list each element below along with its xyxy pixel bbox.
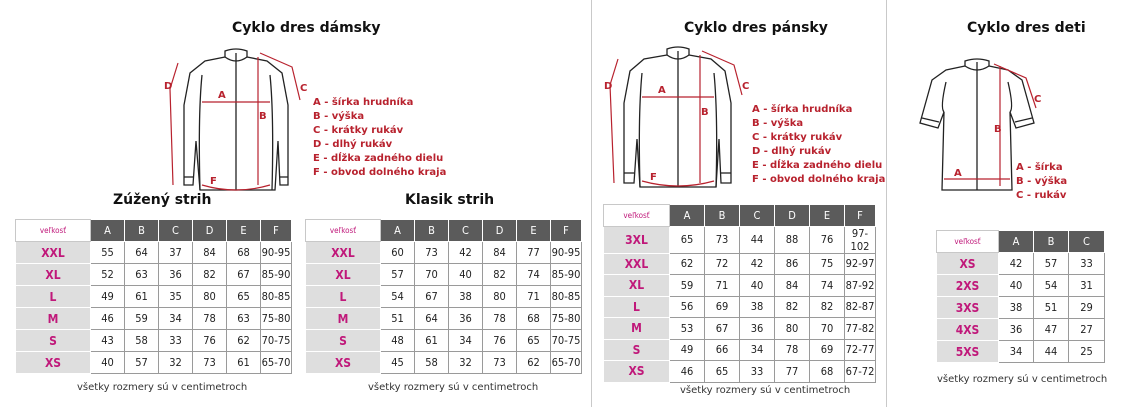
- table-cell: 71: [517, 286, 551, 308]
- table-cell: 42: [740, 253, 775, 275]
- table-cell: 33: [740, 361, 775, 383]
- legend-item: F - obvod dolného kraja: [313, 167, 447, 178]
- table-cell: 80: [775, 318, 810, 340]
- size-label: XXL: [604, 253, 670, 275]
- table-cell: 34: [449, 330, 483, 352]
- table-cell: 29: [1069, 297, 1105, 319]
- legend-item: F - obvod dolného kraja: [752, 174, 886, 185]
- size-label: XXL: [306, 242, 381, 264]
- table-cell: 33: [1069, 253, 1105, 275]
- table-row: [16, 264, 292, 286]
- table-cell: 75-80: [551, 308, 582, 330]
- measure-column-header: E: [517, 220, 551, 242]
- table-cell: 90-95: [551, 242, 582, 264]
- table-row: [16, 242, 292, 264]
- size-label: S: [604, 339, 670, 361]
- table-header-row: [937, 231, 1105, 253]
- table-cell: 57: [125, 352, 159, 374]
- size-label: M: [306, 308, 381, 330]
- table-cell: 80: [483, 286, 517, 308]
- measure-column-header: C: [449, 220, 483, 242]
- table-cell: 70: [810, 318, 845, 340]
- measure-column-header: A: [381, 220, 415, 242]
- table-cell: 37: [159, 242, 193, 264]
- table-cell: 85-90: [261, 264, 292, 286]
- women-fitted-size-table: [15, 219, 292, 374]
- size-label: 3XL: [604, 226, 670, 253]
- table-cell: 92-97: [845, 253, 876, 275]
- table-cell: 66: [705, 339, 740, 361]
- table-cell: 65: [705, 361, 740, 383]
- table-cell: 59: [125, 308, 159, 330]
- measure-column-header: B: [415, 220, 449, 242]
- table-header-row: [604, 205, 876, 227]
- women-classic-note: všetky rozmery sú v centimetroch: [368, 382, 539, 393]
- table-cell: 34: [999, 341, 1034, 363]
- table-cell: 40: [449, 264, 483, 286]
- table-header-row: [16, 220, 292, 242]
- table-cell: 31: [1069, 275, 1105, 297]
- table-cell: 78: [775, 339, 810, 361]
- table-cell: 90-95: [261, 242, 292, 264]
- size-label: L: [16, 286, 91, 308]
- table-cell: 45: [381, 352, 415, 374]
- diagram-letter-f: F: [650, 172, 657, 183]
- table-cell: 75: [810, 253, 845, 275]
- size-label: L: [306, 286, 381, 308]
- diagram-letter-c: C: [300, 83, 308, 94]
- measure-column-header: C: [1069, 231, 1105, 253]
- table-cell: 57: [1034, 253, 1069, 275]
- legend-item: B - výška: [752, 118, 804, 129]
- section-divider-2: [886, 0, 887, 407]
- table-cell: 65-70: [551, 352, 582, 374]
- table-cell: 82: [775, 296, 810, 318]
- measure-column-header: C: [159, 220, 193, 242]
- table-cell: 71: [705, 275, 740, 297]
- table-cell: 44: [740, 226, 775, 253]
- table-cell: 58: [125, 330, 159, 352]
- table-cell: 38: [999, 297, 1034, 319]
- table-row: [604, 275, 876, 297]
- table-cell: 82: [810, 296, 845, 318]
- table-cell: 62: [670, 253, 705, 275]
- table-cell: 33: [159, 330, 193, 352]
- women-classic-size-table: [305, 219, 582, 374]
- men-note: všetky rozmery sú v centimetroch: [680, 385, 851, 396]
- legend-item: D - dlhý rukáv: [752, 146, 832, 157]
- men-size-table: [603, 204, 876, 383]
- legend-item: A - šírka hrudníka: [752, 104, 853, 115]
- legend-item: E - dĺžka zadného dielu: [752, 160, 883, 171]
- measure-column-header: B: [705, 205, 740, 227]
- table-cell: 69: [810, 339, 845, 361]
- table-cell: 62: [227, 330, 261, 352]
- table-cell: 44: [1034, 341, 1069, 363]
- table-cell: 68: [227, 242, 261, 264]
- table-row: [604, 226, 876, 253]
- classic-cut-title: Klasik strih: [405, 192, 495, 208]
- table-row: [306, 242, 582, 264]
- table-cell: 65: [227, 286, 261, 308]
- table-cell: 49: [91, 286, 125, 308]
- table-cell: 70-75: [261, 330, 292, 352]
- table-cell: 46: [91, 308, 125, 330]
- table-cell: 73: [705, 226, 740, 253]
- size-label: 4XS: [937, 319, 999, 341]
- table-cell: 60: [381, 242, 415, 264]
- table-cell: 52: [91, 264, 125, 286]
- table-cell: 43: [91, 330, 125, 352]
- size-label: XL: [604, 275, 670, 297]
- table-row: [937, 319, 1105, 341]
- table-cell: 65-70: [261, 352, 292, 374]
- long-sleeve-jersey-icon: [602, 45, 752, 190]
- table-cell: 62: [517, 352, 551, 374]
- section-divider-1: [591, 0, 592, 407]
- table-cell: 86: [775, 253, 810, 275]
- table-cell: 36: [449, 308, 483, 330]
- legend-item: B - výška: [313, 111, 365, 122]
- legend-item: C - krátky rukáv: [752, 132, 843, 143]
- table-cell: 36: [159, 264, 193, 286]
- table-cell: 48: [381, 330, 415, 352]
- table-cell: 75-80: [261, 308, 292, 330]
- table-cell: 40: [91, 352, 125, 374]
- legend-item: A - šírka: [1016, 162, 1063, 173]
- measure-column-header: C: [740, 205, 775, 227]
- table-cell: 69: [705, 296, 740, 318]
- table-cell: 77: [775, 361, 810, 383]
- table-cell: 70-75: [551, 330, 582, 352]
- table-cell: 67: [705, 318, 740, 340]
- table-cell: 67: [227, 264, 261, 286]
- table-cell: 54: [381, 286, 415, 308]
- size-label: XXL: [16, 242, 91, 264]
- table-row: [306, 352, 582, 374]
- table-cell: 76: [193, 330, 227, 352]
- table-cell: 88: [775, 226, 810, 253]
- table-cell: 82-87: [845, 296, 876, 318]
- table-cell: 59: [670, 275, 705, 297]
- table-cell: 73: [415, 242, 449, 264]
- table-cell: 34: [740, 339, 775, 361]
- table-row: [16, 330, 292, 352]
- table-header-row: [306, 220, 582, 242]
- measure-column-header: D: [483, 220, 517, 242]
- table-cell: 46: [670, 361, 705, 383]
- legend-item: A - šírka hrudníka: [313, 97, 414, 108]
- table-cell: 38: [740, 296, 775, 318]
- measure-column-header: B: [125, 220, 159, 242]
- kids-size-table: [936, 230, 1105, 363]
- size-label: M: [16, 308, 91, 330]
- table-cell: 63: [125, 264, 159, 286]
- women-section-title: Cyklo dres dámsky: [232, 20, 381, 36]
- table-cell: 51: [381, 308, 415, 330]
- table-cell: 74: [810, 275, 845, 297]
- table-cell: 42: [999, 253, 1034, 275]
- table-cell: 82: [483, 264, 517, 286]
- table-cell: 42: [449, 242, 483, 264]
- table-cell: 54: [1034, 275, 1069, 297]
- table-cell: 34: [159, 308, 193, 330]
- table-cell: 72: [705, 253, 740, 275]
- table-row: [306, 264, 582, 286]
- diagram-letter-a: A: [218, 90, 226, 101]
- women-fitted-note: všetky rozmery sú v centimetroch: [77, 382, 248, 393]
- size-label: 2XS: [937, 275, 999, 297]
- diagram-letter-f: F: [210, 176, 217, 187]
- table-row: [16, 352, 292, 374]
- table-row: [604, 318, 876, 340]
- table-cell: 32: [449, 352, 483, 374]
- table-cell: 73: [483, 352, 517, 374]
- table-row: [604, 253, 876, 275]
- table-cell: 80-85: [551, 286, 582, 308]
- size-label: M: [604, 318, 670, 340]
- table-cell: 78: [193, 308, 227, 330]
- table-cell: 61: [125, 286, 159, 308]
- table-cell: 80: [193, 286, 227, 308]
- legend-item: C - rukáv: [1016, 190, 1067, 201]
- table-row: [937, 253, 1105, 275]
- measure-column-header: F: [261, 220, 292, 242]
- table-cell: 27: [1069, 319, 1105, 341]
- long-sleeve-jersey-icon: [160, 45, 310, 190]
- table-cell: 65: [670, 226, 705, 253]
- table-cell: 84: [483, 242, 517, 264]
- diagram-letter-c: C: [742, 81, 750, 92]
- table-cell: 80-85: [261, 286, 292, 308]
- table-cell: 87-92: [845, 275, 876, 297]
- table-cell: 70: [415, 264, 449, 286]
- legend-item: B - výška: [1016, 176, 1068, 187]
- table-cell: 77-82: [845, 318, 876, 340]
- table-cell: 68: [517, 308, 551, 330]
- legend-item: C - krátky rukáv: [313, 125, 404, 136]
- table-cell: 61: [227, 352, 261, 374]
- size-label: XL: [16, 264, 91, 286]
- table-row: [604, 361, 876, 383]
- kids-legend: [1016, 161, 1067, 203]
- table-cell: 67-72: [845, 361, 876, 383]
- table-cell: 49: [670, 339, 705, 361]
- diagram-letter-a: A: [954, 168, 962, 179]
- table-cell: 40: [740, 275, 775, 297]
- measure-column-header: E: [810, 205, 845, 227]
- table-cell: 38: [449, 286, 483, 308]
- size-label: XS: [306, 352, 381, 374]
- table-cell: 61: [415, 330, 449, 352]
- table-cell: 85-90: [551, 264, 582, 286]
- table-cell: 25: [1069, 341, 1105, 363]
- table-cell: 36: [999, 319, 1034, 341]
- diagram-letter-b: B: [994, 124, 1002, 135]
- measure-column-header: D: [775, 205, 810, 227]
- size-column-header: veľkosť: [16, 220, 91, 242]
- men-section-title: Cyklo dres pánsky: [684, 20, 828, 36]
- table-row: [937, 275, 1105, 297]
- table-row: [937, 341, 1105, 363]
- table-row: [16, 308, 292, 330]
- table-cell: 84: [193, 242, 227, 264]
- measure-column-header: A: [91, 220, 125, 242]
- table-row: [604, 339, 876, 361]
- table-row: [306, 308, 582, 330]
- size-label: XS: [937, 253, 999, 275]
- table-cell: 32: [159, 352, 193, 374]
- measure-column-header: F: [551, 220, 582, 242]
- table-cell: 77: [517, 242, 551, 264]
- size-label: 5XS: [937, 341, 999, 363]
- table-cell: 97-102: [845, 226, 876, 253]
- table-row: [604, 296, 876, 318]
- size-label: S: [16, 330, 91, 352]
- table-cell: 64: [125, 242, 159, 264]
- diagram-letter-c: C: [1034, 94, 1042, 105]
- table-cell: 76: [810, 226, 845, 253]
- legend-item: D - dlhý rukáv: [313, 139, 393, 150]
- size-label: L: [604, 296, 670, 318]
- table-cell: 68: [810, 361, 845, 383]
- table-cell: 53: [670, 318, 705, 340]
- table-cell: 73: [193, 352, 227, 374]
- diagram-letter-b: B: [701, 107, 709, 118]
- table-cell: 35: [159, 286, 193, 308]
- size-label: XL: [306, 264, 381, 286]
- table-cell: 40: [999, 275, 1034, 297]
- diagram-letter-a: A: [658, 85, 666, 96]
- table-cell: 65: [517, 330, 551, 352]
- size-label: S: [306, 330, 381, 352]
- table-cell: 47: [1034, 319, 1069, 341]
- table-cell: 57: [381, 264, 415, 286]
- measure-column-header: E: [227, 220, 261, 242]
- table-cell: 67: [415, 286, 449, 308]
- kids-note: všetky rozmery sú v centimetroch: [937, 374, 1108, 385]
- table-row: [937, 297, 1105, 319]
- size-label: 3XS: [937, 297, 999, 319]
- size-column-header: veľkosť: [604, 205, 670, 227]
- diagram-letter-d: D: [604, 81, 613, 92]
- women-legend: [313, 96, 446, 180]
- table-cell: 58: [415, 352, 449, 374]
- table-cell: 84: [775, 275, 810, 297]
- legend-item: E - dĺžka zadného dielu: [313, 153, 444, 164]
- table-cell: 78: [483, 308, 517, 330]
- table-cell: 82: [193, 264, 227, 286]
- diagram-letter-d: D: [164, 81, 173, 92]
- diagram-letter-b: B: [259, 111, 267, 122]
- kids-section-title: Cyklo dres deti: [967, 20, 1086, 36]
- table-row: [306, 330, 582, 352]
- table-cell: 64: [415, 308, 449, 330]
- measure-column-header: A: [670, 205, 705, 227]
- table-cell: 63: [227, 308, 261, 330]
- table-cell: 36: [740, 318, 775, 340]
- table-row: [306, 286, 582, 308]
- table-cell: 56: [670, 296, 705, 318]
- measure-column-header: D: [193, 220, 227, 242]
- size-label: XS: [16, 352, 91, 374]
- table-cell: 74: [517, 264, 551, 286]
- table-cell: 76: [483, 330, 517, 352]
- fitted-cut-title: Zúžený strih: [113, 192, 212, 208]
- measure-column-header: A: [999, 231, 1034, 253]
- table-cell: 55: [91, 242, 125, 264]
- men-legend: [752, 103, 885, 187]
- size-label: XS: [604, 361, 670, 383]
- measure-column-header: B: [1034, 231, 1069, 253]
- table-row: [16, 286, 292, 308]
- table-cell: 72-77: [845, 339, 876, 361]
- size-column-header: veľkosť: [306, 220, 381, 242]
- size-column-header: veľkosť: [937, 231, 999, 253]
- measure-column-header: F: [845, 205, 876, 227]
- table-cell: 51: [1034, 297, 1069, 319]
